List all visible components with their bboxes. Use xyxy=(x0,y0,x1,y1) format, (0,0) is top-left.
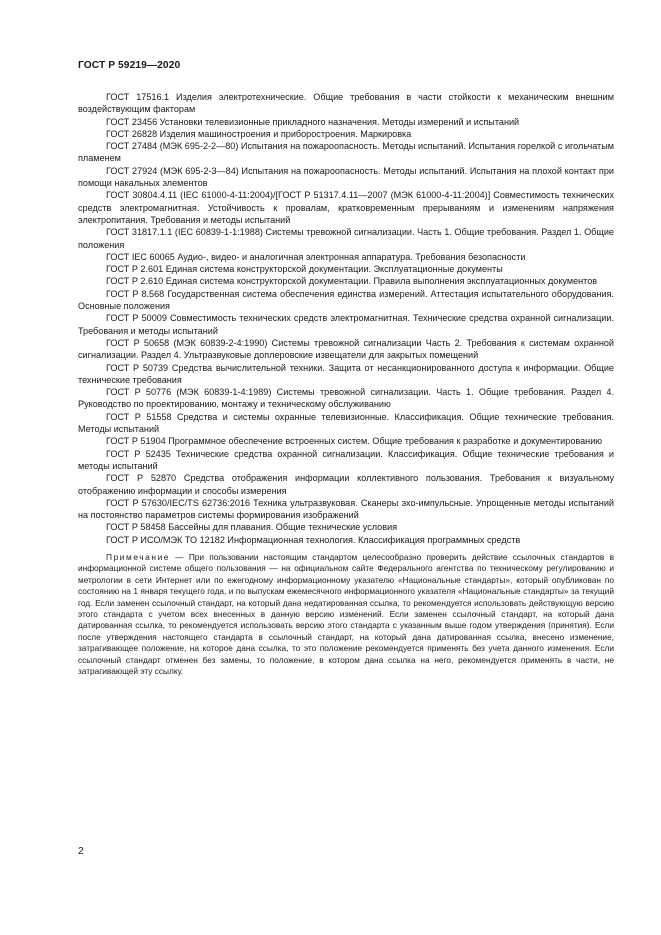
reference-item: ГОСТ Р 51904 Программное обеспечение встроенных систем. Общие требования к разработке и документированию xyxy=(106,436,603,447)
reference-item: ГОСТ Р 2.601 Единая система конструкторской документации. Эксплуатационные документы xyxy=(106,264,503,275)
reference-item: ГОСТ Р 50776 (МЭК 60839-1-4:1989) Системы тревожной сигнализации. Часть 1. Общие требования. Раздел 4. Руководство по проектированию, монтажу и техническому обслуживанию xyxy=(78,387,614,410)
note-paragraph xyxy=(78,552,614,677)
page-number: 2 xyxy=(78,846,84,857)
reference-item: ГОСТ Р 8.568 Государственная система обеспечения единства измерений. Аттестация испытательного оборудования. Основные положения xyxy=(78,288,614,312)
reference-item: ГОСТ Р 50009 Совместимость технических средств электромагнитная. Технические средства охранной сигнализации. Требования и методы испытаний xyxy=(78,313,614,336)
reference-item: ГОСТ Р 2.610 Единая система конструкторской документации. Правила выполнения эксплуатационных документов xyxy=(106,276,598,287)
note-text: — При пользовании настоящим стандартом целесообразно проверить действие ссылочных стандартов в информационной системе общего пользования — на официальном сайте Федерального агентства по техническому регулированию и метрологии в сети Интернет или по ежегодному информационному указателю «Национальные стандарты», который опубликован по состоянию на 1 января текущего года, и по выпускам ежемесячного информационного указателя «Национальные стандарты» за текущий год. Если заменен ссылочный стандарт, на который дана недатированная ссылка, то рекомендуется использовать действующую версию этого стандарта с учетом всех внесенных в данную версию изменений. Если заменен ссылочный стандарт, на который дана датированная ссылка, то рекомендуется использовать версию этого стандарта с указанным выше годом утверждения (принятия). Если после утверждения настоящего стандарта в ссылочный стандарт, на который дана датированная ссылка, внесено изменение, затрагивающее положение, на которое дана ссылка, то это положение рекомендуется применять без учета данного изменения. Если ссылочный стандарт отменен без замены, то положение, в котором дана ссылка на него, рекомендуется применять в части, не затрагивающей эту ссылку. xyxy=(78,551,614,677)
normative-references xyxy=(78,91,614,677)
reference-item: ГОСТ Р 57630/IEC/TS 62736:2016 Техника ультразвуковая. Сканеры эхо-импульсные. Упрощенные методы испытаний на постоянство параметров системы формирования изображений xyxy=(78,497,614,521)
document-header: ГОСТ Р 59219—2020 xyxy=(78,60,181,71)
reference-item: ГОСТ IEC 60065 Аудио-, видео- и аналогичная электронная аппаратура. Требования безопасности xyxy=(106,251,526,262)
note-label: Примечание xyxy=(106,551,171,562)
reference-item: ГОСТ Р 52435 Технические средства охранной сигнализации. Классификация. Общие технические требования и методы испытаний xyxy=(78,448,614,471)
reference-item: ГОСТ 30804.4.11 (IEC 61000-4-11:2004)/[ГОСТ Р 51317.4.11—2007 (МЭК 61000-4-11:2004)] Совместимость технических средств электромагнитная. Устойчивость к провалам, кратковременным прерываниям и изменениям напряжения электропитания. Требования и методы испытаний xyxy=(78,190,614,225)
reference-item: ГОСТ Р ИСО/МЭК ТО 12182 Информационная технология. Классификация программных средств xyxy=(106,534,521,545)
reference-item: ГОСТ Р 51558 Средства и системы охранные телевизионные. Классификация. Общие технические требования. Методы испытаний xyxy=(78,411,614,435)
reference-item: ГОСТ 17516.1 Изделия электротехнические. Общие требования в части стойкости к механическим внешним воздействующим факторам xyxy=(78,92,614,115)
reference-item: ГОСТ Р 58458 Бассейны для плавания. Общие технические условия xyxy=(106,522,398,533)
reference-item: ГОСТ Р 50658 (МЭК 60839-2-4:1990) Системы тревожной сигнализации Часть 2. Требования к системам охранной сигнализации. Раздел 4. Ультразвуковые доплеровские извещатели для закрытых помещений xyxy=(78,337,614,361)
reference-item: ГОСТ Р 52870 Средства отображения информации коллективного пользования. Требования к визуальному отображению информации и способы измерения xyxy=(78,473,614,496)
reference-item: ГОСТ 27484 (МЭК 695-2-2—80) Испытания на пожароопасность. Методы испытаний. Испытания горелкой с игольчатым пламенем xyxy=(78,141,614,164)
reference-item: ГОСТ 23456 Установки телевизионные прикладного назначения. Методы измерений и испытаний xyxy=(106,116,520,127)
reference-item: ГОСТ 31817.1.1 (IEC 60839-1-1:1988) Системы тревожной сигнализации. Часть 1. Общие требования. Раздел 1. Общие положения xyxy=(78,227,614,250)
reference-item: ГОСТ 27924 (МЭК 695-2-3—84) Испытания на пожароопасность. Методы испытаний. Испытания на плохой контакт при помощи накальных элементов xyxy=(78,165,614,189)
reference-item: ГОСТ Р 50739 Средства вычислительной техники. Защита от несанкционированного доступа к информации. Общие технические требования xyxy=(78,362,614,385)
reference-item: ГОСТ 26828 Изделия машиностроения и приборостроения. Маркировка xyxy=(106,128,412,139)
